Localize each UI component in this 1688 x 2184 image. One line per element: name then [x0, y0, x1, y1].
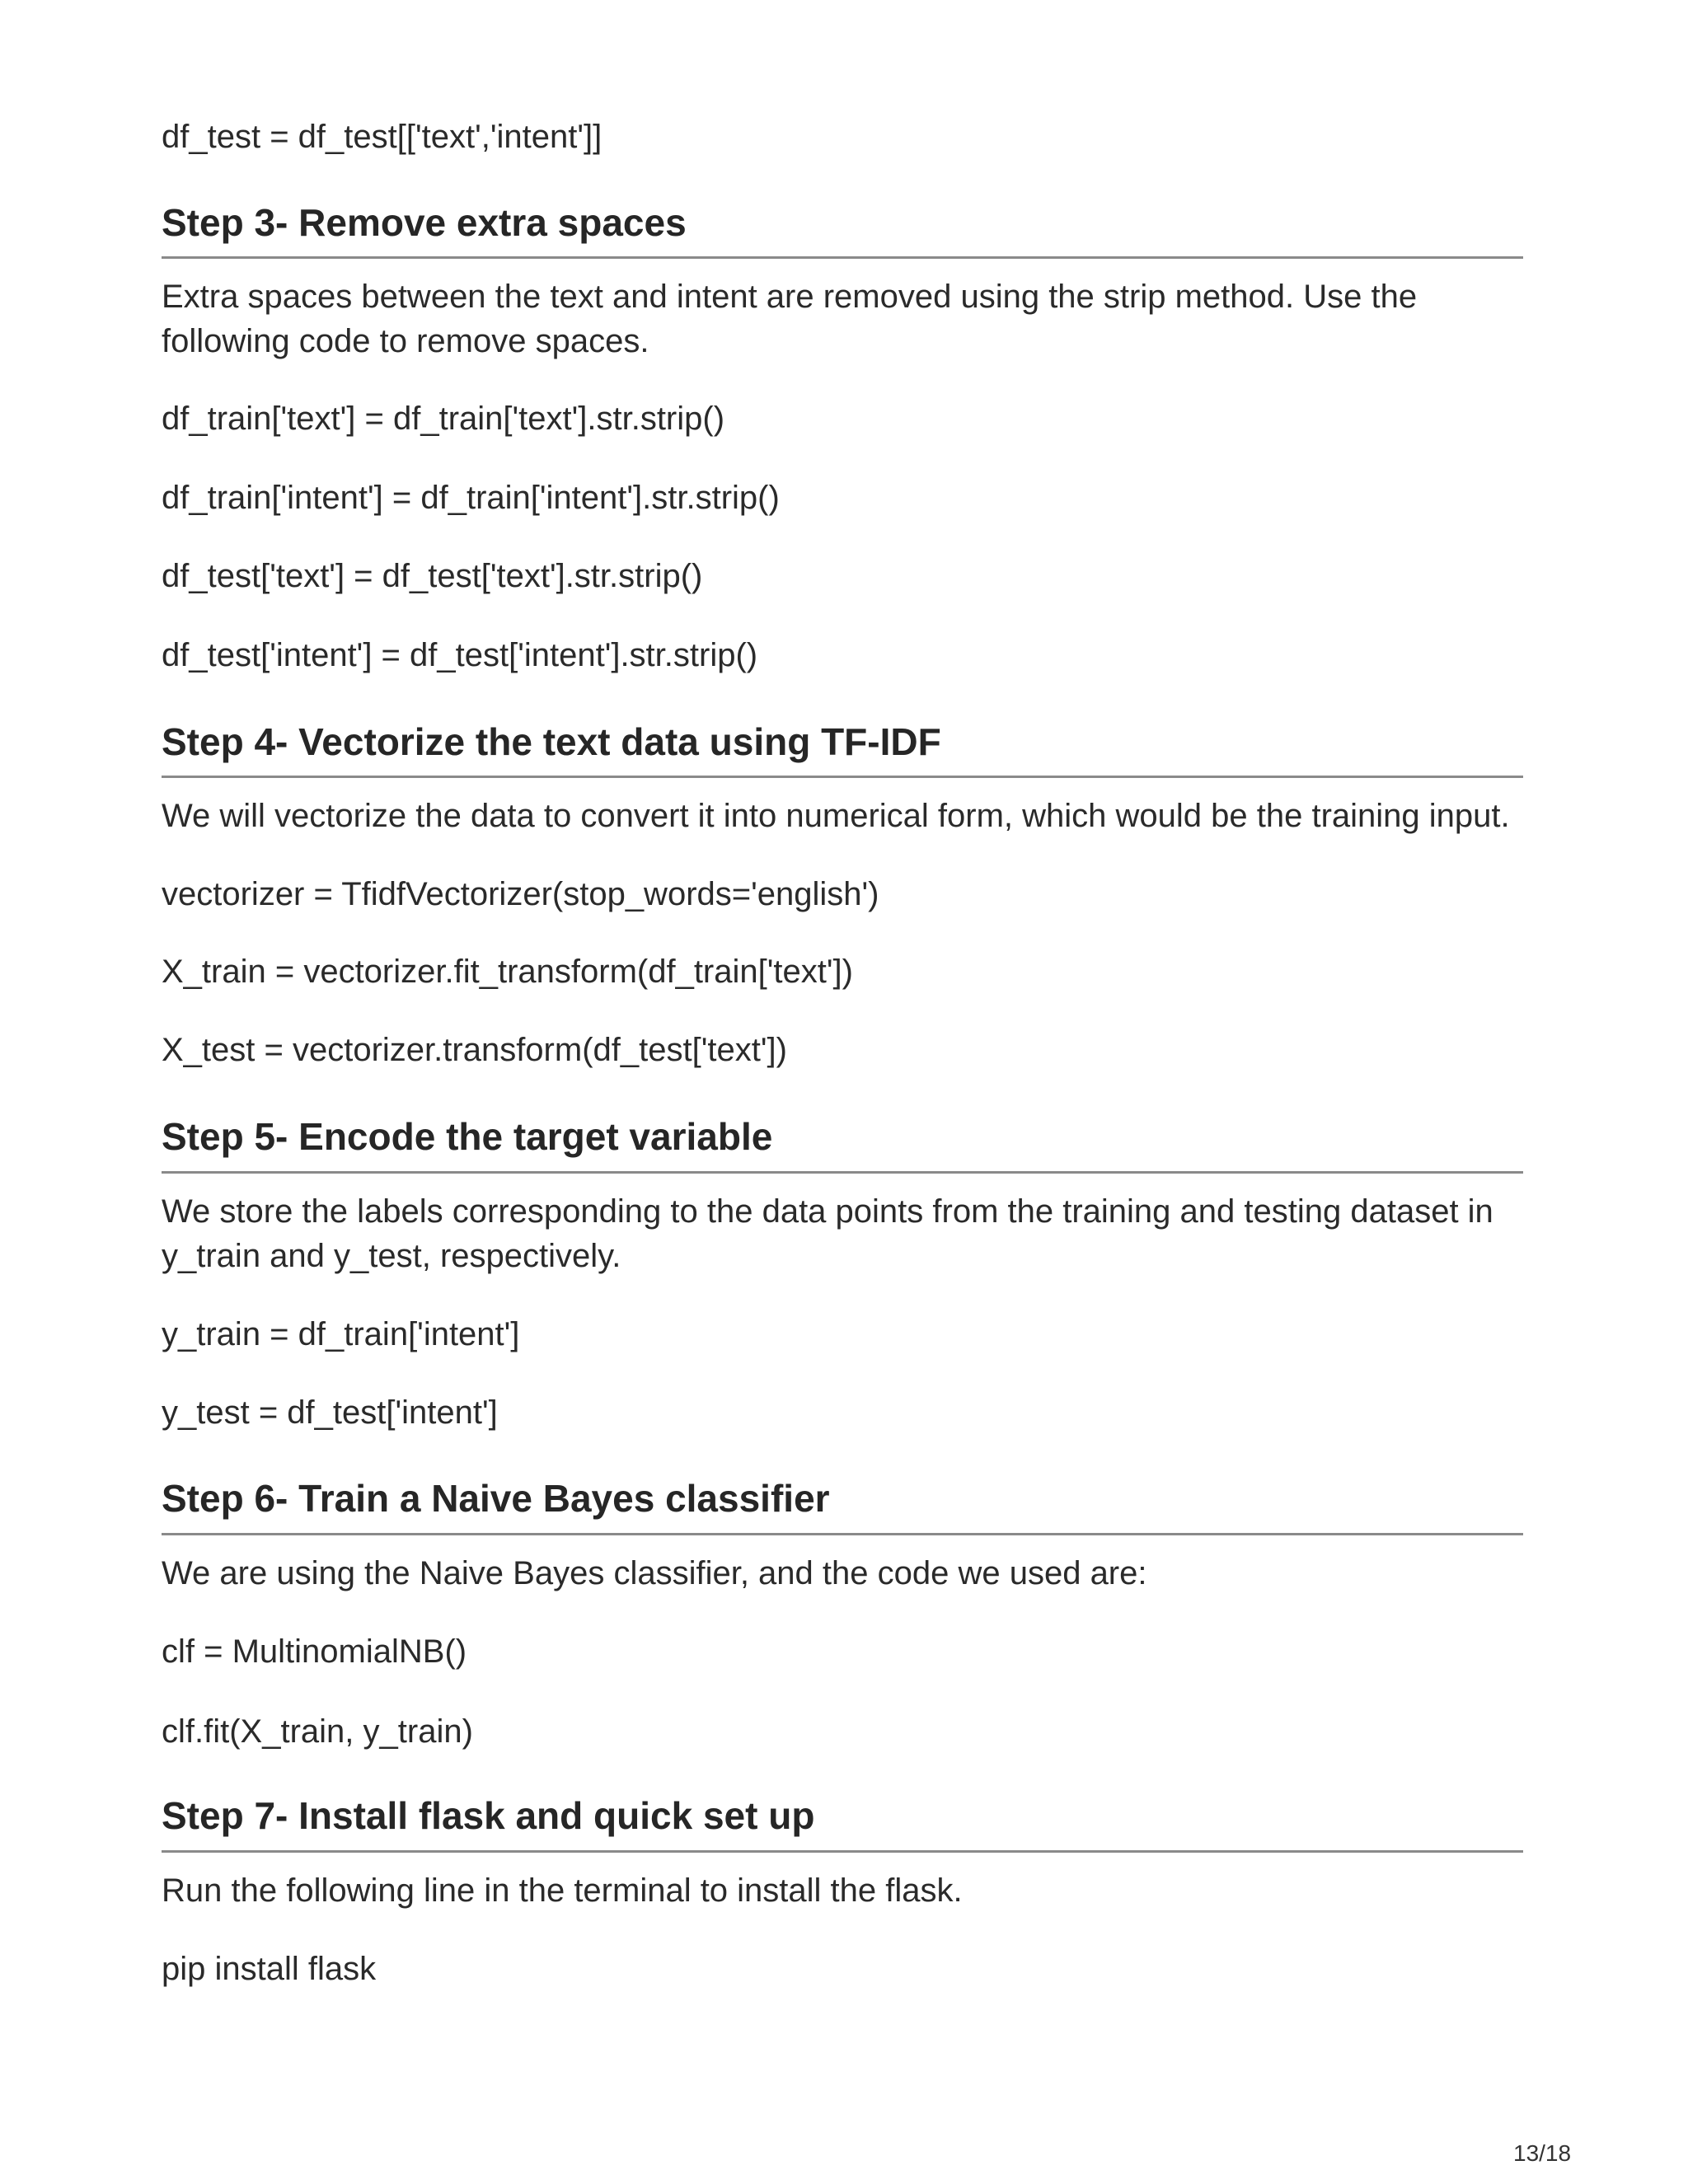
step4-paragraph: We will vectorize the data to convert it into numerical form, which would be the training input. [162, 798, 1510, 834]
step6-code-line: clf = MultinomialNB() [162, 1633, 467, 1670]
page-number: 13/18 [1513, 2140, 1572, 2166]
step7-heading: Step 7- Install flask and quick set up [162, 1794, 815, 1837]
step4-divider [162, 776, 1523, 778]
step6-code-line: clf.fit(X_train, y_train) [162, 1713, 473, 1750]
step7-paragraph: Run the following line in the terminal to install the flask. [162, 1872, 963, 1909]
step4-code-line: X_test = vectorizer.transform(df_test['text']) [162, 1032, 787, 1068]
step4-code-line: X_train = vectorizer.fit_transform(df_train['text']) [162, 954, 853, 990]
step7-divider [162, 1850, 1523, 1853]
step6-divider [162, 1533, 1523, 1535]
step4-heading: Step 4- Vectorize the text data using TF-IDF [162, 720, 941, 763]
step5-code-line: y_train = df_train['intent'] [162, 1316, 520, 1352]
step3-divider [162, 256, 1523, 259]
step3-code-line: df_train['text'] = df_train['text'].str.strip() [162, 401, 725, 437]
step5-heading: Step 5- Encode the target variable [162, 1115, 773, 1158]
step5-divider [162, 1171, 1523, 1174]
step3-code-line: df_test['text'] = df_test['text'].str.strip() [162, 558, 703, 594]
step5-code-line: y_test = df_test['intent'] [162, 1394, 498, 1431]
step6-heading: Step 6- Train a Naive Bayes classifier [162, 1477, 830, 1520]
step5-paragraph: We store the labels corresponding to the data points from the training and testing dataset in y_train and y_test, respectively. [162, 1193, 1493, 1274]
step3-code-line: df_test['intent'] = df_test['intent'].str.strip() [162, 637, 758, 673]
code-line-intro: df_test = df_test[['text','intent']] [162, 119, 603, 155]
step3-code-line: df_train['intent'] = df_train['intent'].str.strip() [162, 480, 780, 516]
step4-code-line: vectorizer = TfidfVectorizer(stop_words='english') [162, 876, 879, 912]
step3-paragraph: Extra spaces between the text and intent are removed using the strip method. Use the following code to remove spaces. [162, 279, 1418, 359]
step3-heading: Step 3- Remove extra spaces [162, 201, 687, 244]
step6-paragraph: We are using the Naive Bayes classifier, and the code we used are: [162, 1555, 1147, 1591]
step7-code-line: pip install flask [162, 1951, 377, 1987]
